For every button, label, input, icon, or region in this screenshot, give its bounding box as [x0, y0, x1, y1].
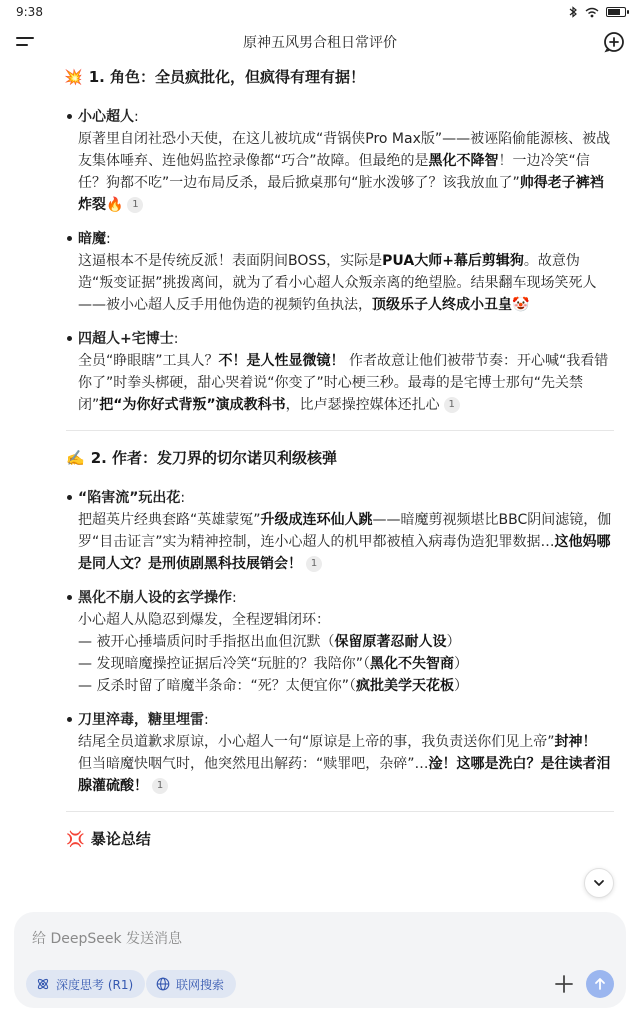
list-item — [78, 106, 614, 216]
anger-icon: 💢 — [66, 830, 85, 848]
status-bar — [0, 0, 640, 24]
message-composer — [14, 912, 626, 1008]
item-line — [78, 653, 614, 675]
body-bold: 升级成连环仙人跳 — [260, 512, 373, 528]
body-text: ——暗魔剪视频堪比BBC阴间滤镜，伽罗“目击证言”实为精神控制，连小心超人的机甲都被植入病毒伪造犯罪数据… — [78, 512, 612, 550]
item-body — [78, 250, 614, 316]
bullet-icon — [67, 336, 72, 341]
body-bold: PUA大师+幕后剪辑狗 — [382, 253, 524, 269]
list-item — [78, 709, 614, 797]
body-text: 但当暗魔快咽气时，他突然甩出解药：“赎罪吧，杂碎”… — [78, 756, 429, 772]
body-text: 结尾全员道歉求原谅，小心超人一句“原谅是上帝的事，我负责送你们见上帝” — [78, 734, 555, 750]
item-head: 小心超人 — [78, 109, 134, 125]
bluetooth-icon — [568, 6, 578, 18]
menu-icon — [14, 32, 36, 52]
line-text: ） — [453, 656, 468, 672]
bullet-icon — [67, 236, 72, 241]
item-head: 黑化不崩人设的玄学操作 — [78, 590, 232, 606]
body-text: 这逼根本不是传统反派！表面阴间BOSS，实际是 — [78, 253, 383, 269]
item-line — [78, 631, 614, 653]
body-text: 原著里自闭社恐小天使，在这儿被坑成“背锅侠Pro Max版”——被诬陷偷能源核、被战友集体唾弃、连他妈监控录像都“巧合”故障。但最绝的是 — [78, 131, 611, 169]
line-text: ） — [453, 678, 468, 694]
arrow-up-icon — [593, 977, 607, 991]
section-heading — [66, 445, 614, 471]
item-head: “陷害流”玩出花 — [78, 490, 181, 506]
line-bold: 保留原著忍耐人设 — [334, 634, 447, 650]
list-item — [78, 487, 614, 575]
deep-think-label: 深度思考 (R1) — [56, 977, 134, 992]
item-colon: : — [204, 712, 209, 728]
section-title: 1. 角色：全员疯批化，但疯得有理有据！ — [88, 68, 366, 86]
message-input[interactable]: 给 DeepSeek 发送消息 — [32, 931, 183, 947]
new-chat-button[interactable] — [602, 30, 626, 54]
list-item — [78, 228, 614, 316]
item-body — [78, 731, 614, 797]
divider — [66, 430, 614, 431]
battery-icon — [606, 7, 626, 17]
line-text: ） — [446, 634, 461, 650]
body-bold: 帅得老子裤裆炸裂🔥 — [78, 175, 604, 213]
citation-badge[interactable]: 1 — [152, 778, 168, 794]
plus-icon — [552, 972, 576, 996]
item-colon: : — [232, 590, 237, 606]
web-search-label: 联网搜索 — [176, 977, 225, 992]
item-body — [78, 128, 614, 216]
line-bold: 黑化不失智商 — [369, 656, 454, 672]
line-bold: 疯批美学天花板 — [355, 678, 454, 694]
citation-badge[interactable]: 1 — [444, 397, 460, 413]
chevron-down-icon — [592, 876, 606, 890]
atom-icon — [36, 977, 50, 991]
item-body — [78, 509, 614, 575]
attach-button[interactable] — [552, 972, 576, 996]
web-search-toggle[interactable] — [146, 970, 236, 998]
body-bold: 不！是人性显微镜！ — [218, 353, 345, 369]
item-intro: 小心超人从隐忍到爆发，全程逻辑闭环： — [78, 612, 330, 628]
item-body — [78, 350, 614, 416]
list-item — [78, 587, 614, 697]
bullet-icon — [67, 114, 72, 119]
bullet-icon — [67, 595, 72, 600]
section-title: 2. 作者：发刀界的切尔诺贝利级核弹 — [90, 449, 338, 467]
item-line — [78, 675, 614, 697]
body-bold: 顶级乐子人终成小丑皇🤡 — [372, 297, 530, 313]
status-time: 9:38 — [16, 5, 43, 19]
page-title: 原神五风男合租日常评价 — [243, 35, 397, 51]
body-bold: 淦！这哪是洗白？是往读者泪腺灌硫酸！ — [78, 756, 611, 794]
section-heading — [66, 826, 614, 852]
body-bold: 黑化不降智 — [428, 153, 499, 169]
bullet-icon — [67, 717, 72, 722]
new-chat-icon — [602, 30, 626, 54]
item-colon: : — [173, 331, 179, 347]
list-item — [78, 328, 614, 416]
item-colon: : — [134, 109, 139, 125]
body-bold: 封神！ — [554, 734, 597, 750]
item-head: 四超人+宅博士 — [78, 331, 174, 347]
item-colon: : — [106, 231, 111, 247]
body-bold: 这他妈哪是同人文？是刑侦剧黑科技展销会！ — [78, 534, 611, 572]
message-content — [66, 64, 614, 908]
citation-badge[interactable]: 1 — [127, 197, 143, 213]
section-heading — [64, 64, 614, 90]
line-text: — 反杀时留了暗魔半条命：“死？太便宜你”（ — [78, 678, 356, 694]
item-colon: : — [180, 490, 186, 506]
scroll-down-button[interactable] — [584, 868, 614, 898]
divider — [66, 811, 614, 812]
bullet-icon — [67, 495, 72, 500]
writing-hand-icon: ✍️ — [66, 449, 85, 467]
body-text: ，比卢瑟操控媒体还扎心 — [285, 397, 440, 413]
item-head: 暗魔 — [78, 231, 106, 247]
wifi-icon — [585, 7, 599, 18]
item-head: 刀里淬毒，糖里埋雷 — [78, 712, 204, 728]
line-text: — 发现暗魔操控证据后冷笑“玩脏的？我陪你”（ — [78, 656, 370, 672]
body-text: 把超英片经典套路“英雄蒙冤” — [78, 512, 261, 528]
body-text: 全员“睁眼瞎”工具人？ — [78, 353, 219, 369]
section-title: 暴论总结 — [90, 830, 151, 848]
body-text: ！一边冷笑“信任？狗都不吃”一边布局反杀，最后掀桌那句“脏水泼够了？该我放血了” — [78, 153, 590, 191]
line-text: — 被开心捶墙质问时手指抠出血但沉默（ — [78, 634, 335, 650]
globe-icon — [156, 977, 170, 991]
body-text: 。故意伪造“叛变证据”挑拨离间，就为了看小心超人众叛亲离的绝望脸。结果翻车现场笑死人——被小心超人反手用他伪造的视频钓鱼执法， — [78, 253, 597, 313]
explosion-icon: 💥 — [64, 68, 83, 86]
menu-button[interactable] — [14, 32, 36, 52]
status-icons — [568, 6, 626, 18]
body-bold: 把“为你好式背叛”演成教科书 — [99, 397, 286, 413]
deep-think-toggle[interactable] — [26, 970, 145, 998]
body-text: 作者故意让他们被带节奏：开心喊“我看错你了”时拳头梆硬，甜心哭着说“你变了”时心梗三秒。最毒的是宅博士那句“先关禁闭” — [78, 353, 609, 413]
citation-badge[interactable]: 1 — [306, 556, 322, 572]
top-bar — [0, 26, 640, 58]
send-button[interactable] — [586, 970, 614, 998]
